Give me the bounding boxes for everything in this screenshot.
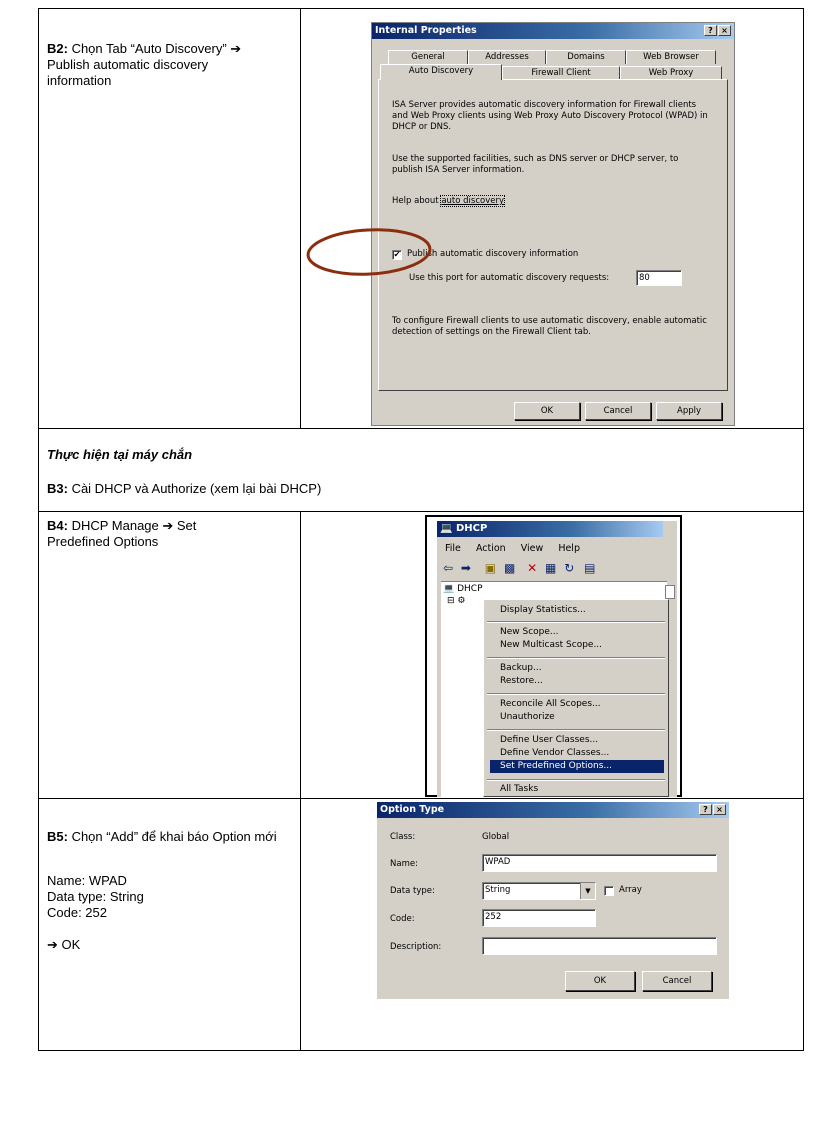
tab-general[interactable] xyxy=(388,50,468,64)
tab-domains[interactable] xyxy=(546,50,626,64)
forward-arrow-icon[interactable]: ➡ xyxy=(460,561,471,575)
datatype-select[interactable] xyxy=(482,882,596,900)
ok-button[interactable]: OK xyxy=(514,402,580,420)
name-input[interactable]: WPAD xyxy=(482,854,717,872)
class-value: Global xyxy=(482,832,510,842)
tab-web-proxy[interactable] xyxy=(620,66,722,80)
step-b5-datatype: Data type: String xyxy=(47,889,144,904)
menu-new-scope[interactable]: New Scope... xyxy=(500,627,559,637)
tab-firewall-client[interactable] xyxy=(502,66,620,80)
class-label: Class: xyxy=(390,832,416,842)
step-b5-label: B5: xyxy=(47,829,68,844)
option-type-titlebar xyxy=(377,802,729,818)
properties-icon[interactable]: ▦ xyxy=(545,561,557,575)
chevron-down-icon[interactable]: ▼ xyxy=(580,883,595,899)
menu-separator xyxy=(487,657,665,659)
tab-label: Auto Discovery xyxy=(408,66,474,76)
array-label: Array xyxy=(619,885,642,895)
cancel-button[interactable]: Cancel xyxy=(585,402,651,420)
menu-backup[interactable]: Backup... xyxy=(500,663,542,673)
step-b5-ok: ➔ OK xyxy=(47,937,81,952)
section-title xyxy=(47,447,192,463)
menu-file[interactable]: File xyxy=(445,543,461,554)
description-label: Description: xyxy=(390,942,442,952)
collapse-icon[interactable]: ⊟ xyxy=(447,596,455,606)
dhcp-title: DHCP xyxy=(455,523,488,534)
menu-view[interactable]: View xyxy=(520,543,544,554)
help-prefix: Help about xyxy=(392,196,442,206)
tab-addresses[interactable] xyxy=(468,50,546,64)
option-type-dialog xyxy=(377,802,729,999)
description-input[interactable] xyxy=(482,937,717,955)
tree-root-label: DHCP xyxy=(457,584,483,594)
dhcp-window xyxy=(437,521,677,797)
toolbar xyxy=(443,559,673,577)
menu-separator xyxy=(487,729,665,731)
tree-root[interactable] xyxy=(443,584,483,594)
help-button[interactable]: ? xyxy=(704,25,717,36)
publish-checkbox[interactable]: ✔ xyxy=(393,250,401,259)
step-b5-code: Code: 252 xyxy=(47,905,107,920)
dhcp-tree-icon: 💻 xyxy=(443,584,455,594)
supported-facilities-paragraph: Use the supported facilities, such as DNS server or DHCP server, to publish ISA Server information. xyxy=(392,154,679,175)
datatype-label: Data type: xyxy=(390,886,435,896)
menu-define-vendor-classes[interactable]: Define Vendor Classes... xyxy=(500,748,610,758)
menu-set-predefined-options[interactable]: Set Predefined Options... xyxy=(490,760,664,773)
export-icon[interactable]: ▤ xyxy=(584,561,596,575)
step-b3-text: Cài DHCP và Authorize (xem lại bài DHCP) xyxy=(67,481,322,496)
menu-reconcile-all-scopes[interactable]: Reconcile All Scopes... xyxy=(500,699,601,709)
tab-label: Web Browser xyxy=(643,52,699,62)
dialog-titlebar xyxy=(372,23,734,39)
option-type-title: Option Type xyxy=(380,804,445,815)
menu-new-multicast-scope[interactable]: New Multicast Scope... xyxy=(500,640,603,650)
step-b4 xyxy=(47,518,257,550)
server-icon: ⚙ xyxy=(457,596,466,606)
ok-button[interactable]: OK xyxy=(565,971,635,991)
section-title-text: Thực hiện tại máy chắn xyxy=(47,447,193,462)
menu-help[interactable]: Help xyxy=(558,543,580,554)
datatype-value: String xyxy=(485,885,511,895)
tab-auto-discovery[interactable] xyxy=(380,64,502,80)
tab-label: Firewall Client xyxy=(531,68,591,78)
tab-label: General xyxy=(411,52,445,62)
menu-unauthorize[interactable]: Unauthorize xyxy=(500,712,555,722)
back-arrow-icon[interactable]: ⇦ xyxy=(443,561,454,575)
apply-button[interactable]: Apply xyxy=(656,402,722,420)
dhcp-titlebar xyxy=(437,521,663,537)
step-b2 xyxy=(47,41,267,89)
tab-label: Addresses xyxy=(485,52,529,62)
step-b4-text: DHCP Manage ➔ Set Predefined Options xyxy=(47,518,197,549)
delete-icon[interactable]: ✕ xyxy=(527,561,538,575)
dhcp-icon: 💻 xyxy=(440,523,453,534)
menu-separator xyxy=(487,779,665,781)
step-b5-name: Name: WPAD xyxy=(47,873,127,888)
intro-paragraph: ISA Server provides automatic discovery information for Firewall clients and Web Proxy clients using Web Proxy Auto Discovery Protocol (WPAD) in DHCP or DNS. xyxy=(392,100,708,132)
menu-action[interactable]: Action xyxy=(475,543,506,554)
tab-web-browser[interactable] xyxy=(626,50,716,64)
code-label: Code: xyxy=(390,914,415,924)
firewall-config-paragraph: To configure Firewall clients to use automatic discovery, enable automatic detection of settings on the Firewall Client tab. xyxy=(392,316,707,337)
dialog-title: Internal Properties xyxy=(375,25,477,36)
detail-pane-edge xyxy=(665,585,675,599)
step-b2-text: Chọn Tab “Auto Discovery” ➔ Publish automatic discovery information xyxy=(47,41,242,88)
menu-separator xyxy=(487,693,665,695)
menu-define-user-classes[interactable]: Define User Classes... xyxy=(500,735,599,745)
show-hide-tree-icon[interactable]: ▩ xyxy=(503,561,516,575)
array-checkbox[interactable] xyxy=(604,886,614,896)
context-menu xyxy=(483,599,669,797)
refresh-icon[interactable]: ↻ xyxy=(564,561,575,575)
menu-display-statistics[interactable]: Display Statistics... xyxy=(500,605,586,615)
cancel-button[interactable]: Cancel xyxy=(642,971,712,991)
server-node[interactable] xyxy=(447,596,466,606)
close-button[interactable]: × xyxy=(713,804,726,815)
internal-properties-dialog xyxy=(371,22,735,426)
step-b5-text: Chọn “Add” để khai báo Option mới xyxy=(67,829,277,844)
help-line xyxy=(392,196,504,206)
step-b4-label: B4: xyxy=(47,518,68,533)
step-b5 xyxy=(47,829,287,845)
code-input[interactable]: 252 xyxy=(482,909,596,927)
tab-panel xyxy=(378,79,728,391)
menu-bar xyxy=(445,543,580,554)
tab-label: Domains xyxy=(567,52,605,62)
up-folder-icon[interactable]: ▣ xyxy=(484,561,497,575)
menu-all-tasks[interactable]: All Tasks xyxy=(500,784,539,794)
menu-separator xyxy=(487,621,665,623)
port-input[interactable]: 80 xyxy=(636,270,682,286)
publish-label: Publish automatic discovery information xyxy=(407,249,579,259)
close-button[interactable]: × xyxy=(718,25,731,36)
step-b3-label: B3: xyxy=(47,481,68,496)
auto-discovery-help-link[interactable]: auto discovery xyxy=(441,196,504,206)
menu-restore[interactable]: Restore... xyxy=(500,676,543,686)
help-button[interactable]: ? xyxy=(699,804,712,815)
tab-label: Web Proxy xyxy=(648,68,694,78)
port-label: Use this port for automatic discovery requests: xyxy=(409,273,610,283)
step-b2-label: B2: xyxy=(47,41,68,56)
step-b3 xyxy=(47,481,747,497)
name-label: Name: xyxy=(390,859,418,869)
